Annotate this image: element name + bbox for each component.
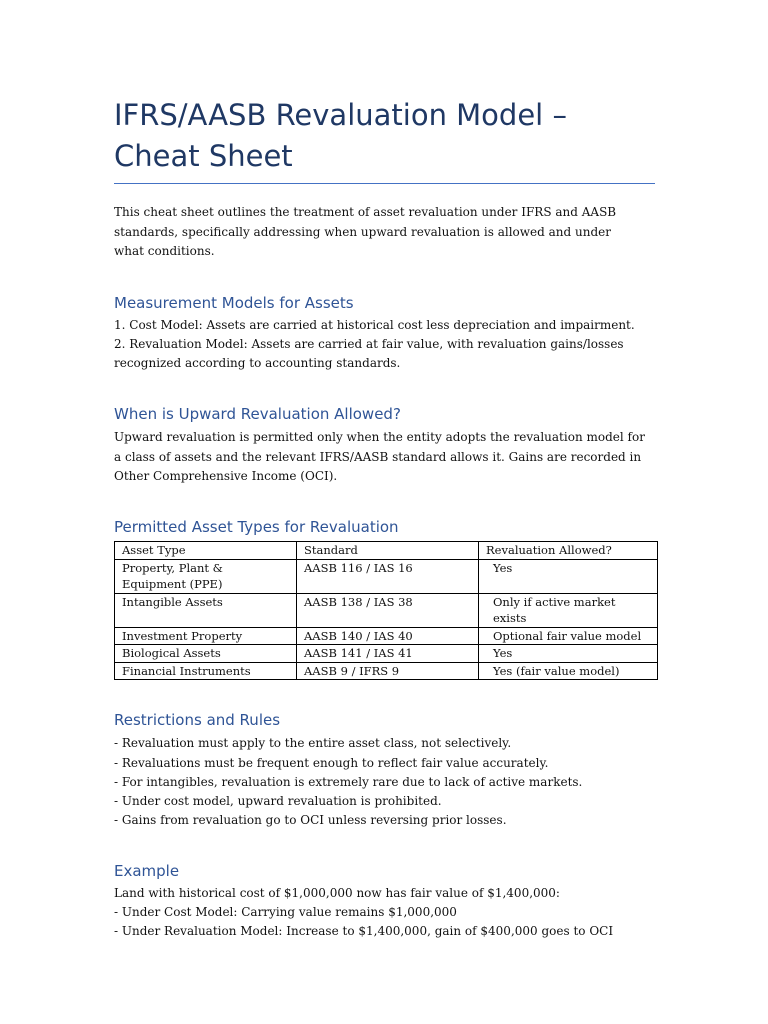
table-cell: Yes bbox=[479, 559, 658, 593]
table-cell: Only if active market exists bbox=[479, 593, 658, 627]
list-item: - Under cost model, upward revaluation is prohibited. bbox=[114, 794, 442, 809]
table-cell: Optional fair value model bbox=[479, 627, 658, 645]
upward-revaluation-section bbox=[114, 404, 654, 486]
list-item: - Gains from revaluation go to OCI unless reversing prior losses. bbox=[114, 813, 507, 828]
list-item: - Revaluations must be frequent enough to reflect fair value accurately. bbox=[114, 755, 549, 770]
table-cell: Financial Instruments bbox=[115, 662, 297, 680]
section-heading: Restrictions and Rules bbox=[114, 711, 281, 730]
table-cell: Property, Plant & Equipment (PPE) bbox=[115, 559, 297, 593]
table-cell: AASB 140 / IAS 40 bbox=[297, 627, 479, 645]
table-row bbox=[115, 559, 658, 593]
table-cell: Biological Assets bbox=[115, 645, 297, 663]
table-row bbox=[115, 645, 658, 663]
example-section bbox=[114, 861, 654, 942]
intro-paragraph: This cheat sheet outlines the treatment of asset revaluation under IFRS and AASB standards, specifically addressing when upward revaluation is allowed and under what conditions. bbox=[114, 205, 617, 258]
section-heading: Measurement Models for Assets bbox=[114, 293, 354, 312]
table-header-cell: Standard bbox=[297, 542, 479, 560]
section-heading: Example bbox=[114, 861, 180, 880]
measurement-models-section bbox=[114, 293, 654, 374]
section-heading: When is Upward Revaluation Allowed? bbox=[114, 405, 401, 424]
section-heading: Permitted Asset Types for Revaluation bbox=[114, 518, 399, 537]
page-title: IFRS/AASB Revaluation Model – Cheat Sheet bbox=[114, 95, 655, 184]
table-cell: Yes bbox=[479, 645, 658, 663]
list-item: - For intangibles, revaluation is extremely rare due to lack of active markets. bbox=[114, 774, 583, 789]
table-cell: AASB 116 / IAS 16 bbox=[297, 559, 479, 593]
restrictions-section bbox=[114, 710, 654, 830]
model-line: 2. Revaluation Model: Assets are carried at fair value, with revaluation gains/losses recognized according to accounting standards. bbox=[114, 336, 624, 371]
table-cell: AASB 9 / IFRS 9 bbox=[297, 662, 479, 680]
upward-paragraph: Upward revaluation is permitted only when the entity adopts the revaluation model for a class of assets and the relevant IFRS/AASB standard allows it. Gains are recorded in Other Comprehensive Income (OCI). bbox=[114, 430, 645, 483]
rules-list bbox=[114, 734, 654, 830]
table-row bbox=[115, 627, 658, 645]
list-item: - Revaluation must apply to the entire asset class, not selectively. bbox=[114, 736, 512, 751]
table-cell: Intangible Assets bbox=[115, 593, 297, 627]
asset-types-section bbox=[114, 517, 654, 680]
table-header-cell: Asset Type bbox=[115, 542, 297, 560]
table-cell: AASB 141 / IAS 41 bbox=[297, 645, 479, 663]
table-row bbox=[115, 593, 658, 627]
example-line: - Under Revaluation Model: Increase to $1,400,000, gain of $400,000 goes to OCI bbox=[114, 924, 614, 939]
table-cell: AASB 138 / IAS 38 bbox=[297, 593, 479, 627]
example-line: - Under Cost Model: Carrying value remains $1,000,000 bbox=[114, 905, 457, 920]
example-line: Land with historical cost of $1,000,000 now has fair value of $1,400,000: bbox=[114, 885, 560, 900]
table-header-row bbox=[115, 542, 658, 560]
table-row bbox=[115, 662, 658, 680]
table-cell: Yes (fair value model) bbox=[479, 662, 658, 680]
table-cell: Investment Property bbox=[115, 627, 297, 645]
asset-types-table bbox=[114, 541, 658, 680]
model-line: 1. Cost Model: Assets are carried at historical cost less depreciation and impairment. bbox=[114, 317, 635, 332]
table-header-cell: Revaluation Allowed? bbox=[479, 542, 658, 560]
